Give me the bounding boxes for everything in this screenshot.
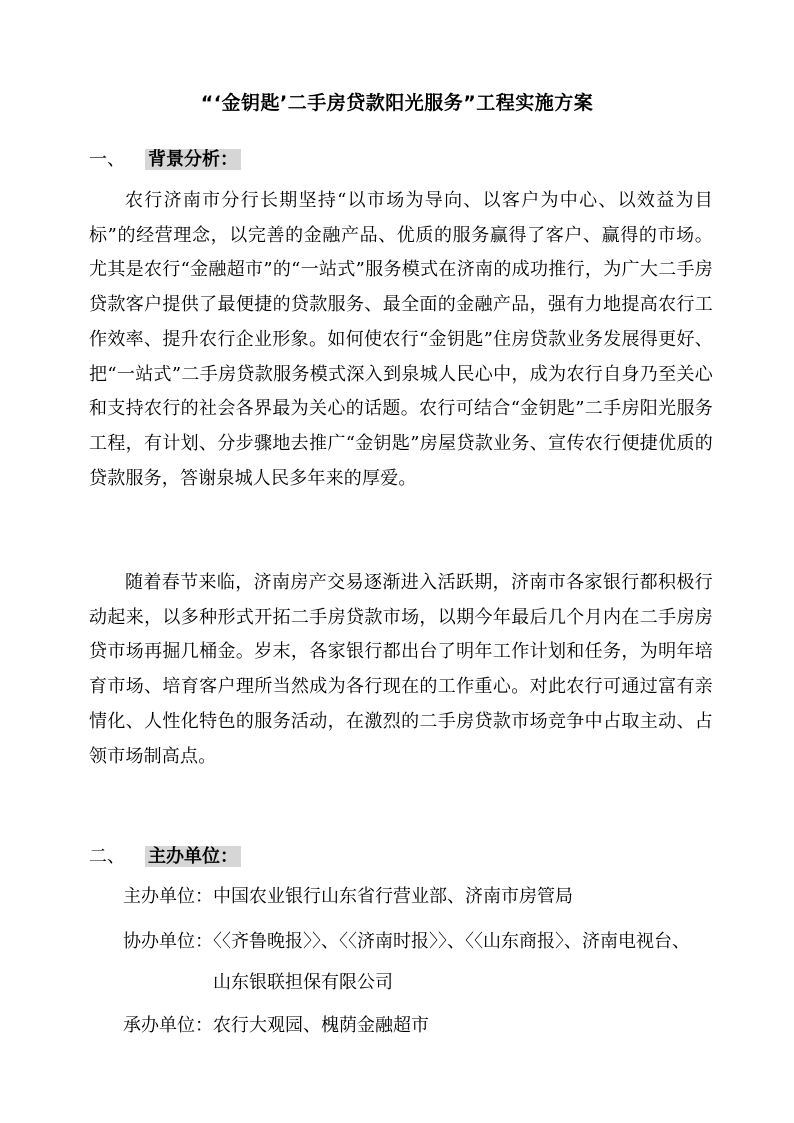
document-title: “‘金钥匙’二手房贷款阳光服务”工程实施方案 [200, 92, 594, 114]
co-host-unit-line-continued: 山东银联担保有限公司 [213, 972, 393, 993]
paragraph-background-2: 随着春节来临，济南房产交易逐渐进入活跃期，济南市各家银行都积极行动起来，以多种形式开拓二手房贷款市场，以期今年最后几个月内在二手房房贷市场再掘几桶金。岁末，各家银行都出台了明年工作计划和任务，为明年培育市场、培育客户理所当然成为各行现在的工作重心。对此农行可通过富有亲情化、人性化特色的服务活动，在激烈的二手房贷款市场竞争中占取主动、占领市场制高点。 [89, 572, 713, 767]
section-number: 一、 [89, 149, 125, 170]
section-label: 背景分析： [145, 149, 241, 170]
section-label: 主办单位： [145, 846, 241, 867]
section-heading-organizers [89, 844, 241, 870]
section-number: 二、 [89, 846, 125, 867]
host-unit-line: 主办单位：中国农业银行山东省行营业部、济南市房管局 [123, 886, 573, 907]
organizer-unit-line: 承办单位：农行大观园、槐荫金融超市 [123, 1015, 429, 1036]
co-host-unit-line: 协办单位：〈〈齐鲁晚报〉〉、〈〈济南时报〉〉、〈〈山东商报〉、济南电视台、 [123, 931, 690, 952]
section-heading-background [89, 147, 241, 173]
paragraph-background-1: 农行济南市分行长期坚持“以市场为导向、以客户为中心、以效益为目标”的经营理念，以完善的金融产品、优质的服务赢得了客户、赢得的市场。尤其是农行“金融超市”的“一站式”服务模式在济南的成功推行，为广大二手房贷款客户提供了最便捷的贷款服务、最全面的金融产品，强有力地提高农行工作效率、提升农行企业形象。如何使农行“金钥匙”住房贷款业务发展得更好、把“一站式”二手房贷款服务模式深入到泉城人民心中，成为农行自身乃至关心和支持农行的社会各界最为关心的话题。农行可结合“金钥匙”二手房阳光服务工程，有计划、分步骤地去推广“金钥匙”房屋贷款业务、宣传农行便捷优质的贷款服务，答谢泉城人民多年来的厚爱。 [89, 190, 713, 489]
